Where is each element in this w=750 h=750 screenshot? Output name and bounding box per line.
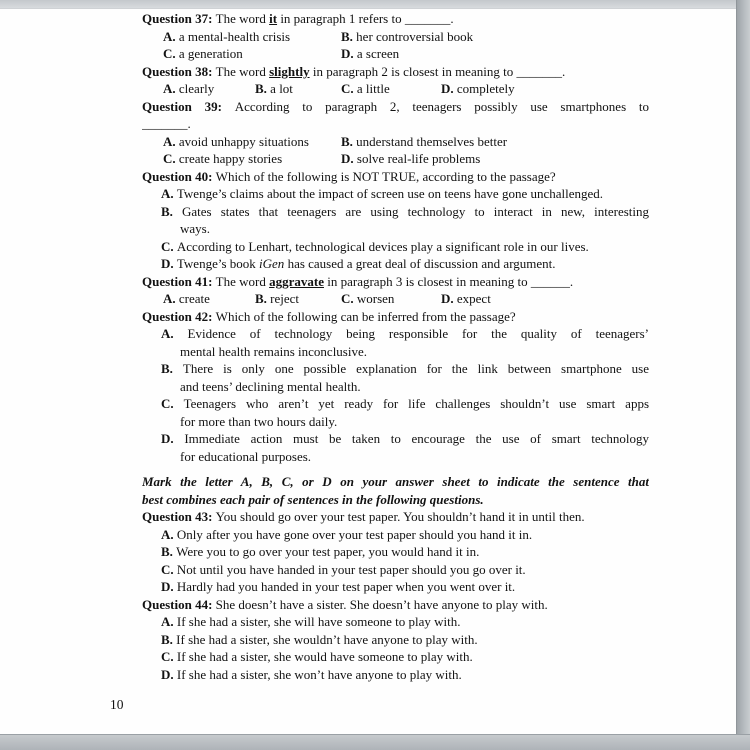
option-letter: B. — [161, 631, 177, 647]
question-block — [142, 308, 649, 466]
text-run: The word — [215, 63, 270, 79]
option-text: a lot — [270, 81, 293, 96]
question-stem — [142, 63, 649, 81]
options-row — [163, 290, 649, 308]
answer-option — [161, 185, 649, 203]
option-line — [161, 561, 649, 579]
option-text: a screen — [356, 46, 400, 61]
option-line-continuation — [180, 413, 649, 431]
option-text: solve real-life problems — [356, 151, 481, 166]
question-block — [142, 273, 649, 308]
option-text: understand themselves better — [356, 133, 508, 149]
option-letter: C. — [163, 151, 179, 166]
question-label: Question 43: — [142, 509, 216, 524]
option-letter: C. — [341, 81, 357, 96]
answer-option — [161, 360, 649, 395]
option-line-continuation — [180, 343, 649, 361]
option-line — [161, 395, 649, 413]
option-line — [161, 543, 649, 561]
question-label: Question 37: — [142, 11, 216, 26]
section-instruction — [142, 473, 649, 508]
text-run: in paragraph 1 refers to _______. — [277, 11, 454, 26]
option-letter: A. — [161, 526, 177, 542]
answer-option — [163, 150, 341, 168]
option-letter: A. — [161, 186, 177, 201]
text-run: The word — [215, 273, 270, 289]
answer-option — [161, 395, 649, 430]
instruction-line: Mark the letter A, B, C, or D on your answer sheet to indicate the sentence that — [142, 474, 649, 489]
answer-option — [161, 648, 649, 666]
text-run: There is only one possible explanation for the link between smartphone use — [182, 361, 649, 376]
option-letter: B. — [255, 291, 271, 306]
question-label: Question 42: — [142, 308, 216, 324]
option-letter: A. — [161, 614, 177, 629]
question-stem-continuation — [142, 115, 649, 133]
question-stem — [142, 273, 649, 291]
page-number: 10 — [110, 697, 124, 712]
option-letter: D. — [341, 46, 357, 61]
option-letter: B. — [161, 361, 183, 376]
option-text: reject — [270, 291, 300, 306]
option-letter: B. — [161, 203, 183, 219]
option-line — [161, 578, 649, 596]
options-row — [163, 45, 649, 63]
answer-option — [161, 238, 649, 256]
option-letter: A. — [163, 28, 179, 44]
option-letter: D. — [441, 291, 457, 306]
option-text: a little — [356, 81, 390, 96]
options-row — [163, 28, 649, 46]
question-stem — [142, 308, 649, 326]
option-line — [161, 666, 649, 684]
question-block — [142, 10, 649, 63]
answer-option — [341, 133, 649, 151]
option-line-continuation — [180, 220, 649, 238]
text-run: and teens’ declining mental health. — [180, 378, 361, 394]
answer-option — [341, 290, 441, 308]
option-letter: B. — [341, 28, 357, 44]
text-run: it — [269, 11, 278, 26]
option-letter: D. — [441, 81, 457, 96]
question-block — [142, 168, 649, 273]
answer-option — [163, 45, 341, 63]
option-letter: B. — [255, 81, 271, 96]
question-stem — [142, 508, 649, 526]
option-letter: B. — [341, 133, 357, 149]
option-line — [161, 238, 649, 256]
text-run: If she had a sister, she would have someone to play with. — [176, 649, 473, 664]
option-text: worsen — [356, 291, 395, 306]
text-run: Not until you have handed in your test paper should you go over it. — [176, 561, 526, 577]
answer-option — [255, 290, 341, 308]
question-label: Question 41: — [142, 273, 216, 289]
answer-option — [341, 28, 649, 46]
text-run: for educational purposes. — [180, 448, 312, 464]
option-letter: A. — [163, 81, 179, 96]
answer-option — [441, 80, 649, 98]
option-letter: A. — [163, 291, 179, 306]
text-run: Hardly had you handed in your test paper when you went over it. — [176, 579, 516, 594]
answer-option — [163, 290, 255, 308]
text-run: has caused a great deal of discussion and argument. — [284, 256, 556, 271]
option-line — [161, 613, 649, 631]
option-text: avoid unhappy situations — [178, 133, 309, 149]
option-line — [161, 185, 649, 203]
option-line — [161, 203, 649, 221]
options-row — [163, 133, 649, 151]
text-run: Only after you have gone over your test paper should you hand it in. — [176, 526, 533, 542]
answer-option — [163, 133, 341, 151]
answer-option — [255, 80, 341, 98]
options-row — [163, 150, 649, 168]
question-label: Question 38: — [142, 63, 216, 79]
text-run: Gates states that teenagers are using technology to interact in new, interesting — [182, 203, 649, 219]
option-line-continuation — [180, 378, 649, 396]
answer-option — [161, 631, 649, 649]
option-line — [161, 255, 649, 273]
option-line — [161, 526, 649, 544]
instruction-line: best combines each pair of sentences in the following questions. — [142, 491, 484, 507]
option-text: expect — [456, 291, 491, 306]
answer-option — [161, 613, 649, 631]
text-run: Which of the following can be inferred from the passage? — [215, 308, 516, 324]
text-run: Teenagers who aren’t yet ready for life challenges shouldn’t use smart apps — [183, 396, 649, 411]
question-block — [142, 508, 649, 596]
option-line — [161, 360, 649, 378]
option-letter: A. — [163, 133, 179, 149]
text-run: Evidence of technology being responsible for the quality of teenagers’ — [187, 326, 649, 341]
answer-option — [161, 543, 649, 561]
question-stem — [142, 10, 649, 28]
option-line — [161, 631, 649, 649]
text-run: aggravate — [269, 273, 324, 289]
option-line — [161, 430, 649, 448]
text-run: She doesn’t have a sister. She doesn’t have anyone to play with. — [215, 596, 548, 612]
option-letter: C. — [161, 238, 177, 254]
answer-option — [161, 561, 649, 579]
question-label: Question 40: — [142, 168, 216, 184]
text-run: Immediate action must be taken to encourage the use of smart technology — [184, 431, 649, 446]
option-letter: C. — [161, 649, 177, 664]
question-stem — [142, 168, 649, 186]
option-letter: B. — [161, 544, 177, 559]
answer-option — [161, 255, 649, 273]
answer-option — [161, 203, 649, 238]
answer-option — [441, 290, 649, 308]
option-letter: C. — [163, 46, 179, 61]
answer-option — [161, 666, 649, 684]
options-row — [163, 80, 649, 98]
option-text: her controversial book — [356, 28, 474, 44]
question-label: Question 44: — [142, 596, 216, 612]
scan-edge-top — [0, 0, 750, 9]
question-stem — [142, 98, 649, 116]
answer-option — [161, 430, 649, 465]
question-label: Question 39: — [142, 98, 235, 114]
option-text: a mental-health crisis — [178, 28, 291, 44]
option-letter: D. — [341, 151, 357, 166]
answer-option — [163, 80, 255, 98]
text-run: ways. — [180, 221, 210, 236]
text-run: The word — [215, 11, 270, 26]
text-run: According to Lenhart, technological devices play a significant role in our lives. — [176, 238, 589, 254]
text-run: If she had a sister, she will have someone to play with. — [176, 614, 461, 629]
option-text: create — [178, 291, 210, 306]
answer-option — [163, 28, 341, 46]
option-letter: C. — [341, 291, 357, 306]
text-run: in paragraph 2 is closest in meaning to _______. — [309, 63, 566, 79]
text-run: According to paragraph 2, teenagers possibly use smartphones to — [234, 98, 649, 114]
option-letter: D. — [161, 579, 177, 594]
answer-option — [161, 325, 649, 360]
option-line — [161, 325, 649, 343]
text-run: Were you to go over your test paper, you would hand it in. — [176, 544, 480, 559]
option-letter: D. — [161, 431, 185, 446]
text-run: _______. — [142, 116, 191, 131]
text-run: mental health remains inconclusive. — [180, 343, 367, 359]
answer-option — [341, 150, 649, 168]
option-letter: D. — [161, 666, 177, 682]
text-run: Twenge’s book — [176, 256, 260, 271]
text-run: Twenge’s claims about the impact of screen use on teens have gone unchallenged. — [176, 186, 604, 201]
option-line — [161, 648, 649, 666]
question-stem — [142, 596, 649, 614]
option-letter: D. — [161, 256, 177, 271]
answer-option — [161, 526, 649, 544]
text-run: You should go over your test paper. You shouldn’t hand it in until then. — [215, 509, 585, 524]
answer-option — [341, 45, 649, 63]
text-run: Which of the following is NOT TRUE, according to the passage? — [215, 168, 556, 184]
scan-edge-right — [736, 0, 750, 750]
option-text: clearly — [178, 81, 215, 96]
option-letter: A. — [161, 326, 188, 341]
option-line-continuation — [180, 448, 649, 466]
option-letter: C. — [161, 561, 177, 577]
option-letter: C. — [161, 396, 184, 411]
answer-option — [161, 578, 649, 596]
text-run: If she had a sister, she won’t have anyone to play with. — [176, 666, 462, 682]
question-block — [142, 596, 649, 684]
question-block — [142, 98, 649, 168]
text-run: slightly — [269, 63, 310, 79]
scan-edge-bottom — [0, 734, 750, 750]
text-run: If she had a sister, she wouldn’t have anyone to play with. — [176, 631, 478, 647]
text-run: for more than two hours daily. — [180, 413, 338, 429]
question-block — [142, 63, 649, 98]
option-text: create happy stories — [178, 151, 283, 166]
option-text: a generation — [178, 46, 243, 61]
answer-option — [341, 80, 441, 98]
text-run: iGen — [259, 256, 285, 271]
exam-content — [142, 10, 649, 683]
option-text: completely — [456, 81, 515, 96]
text-run: in paragraph 3 is closest in meaning to ______. — [323, 273, 574, 289]
